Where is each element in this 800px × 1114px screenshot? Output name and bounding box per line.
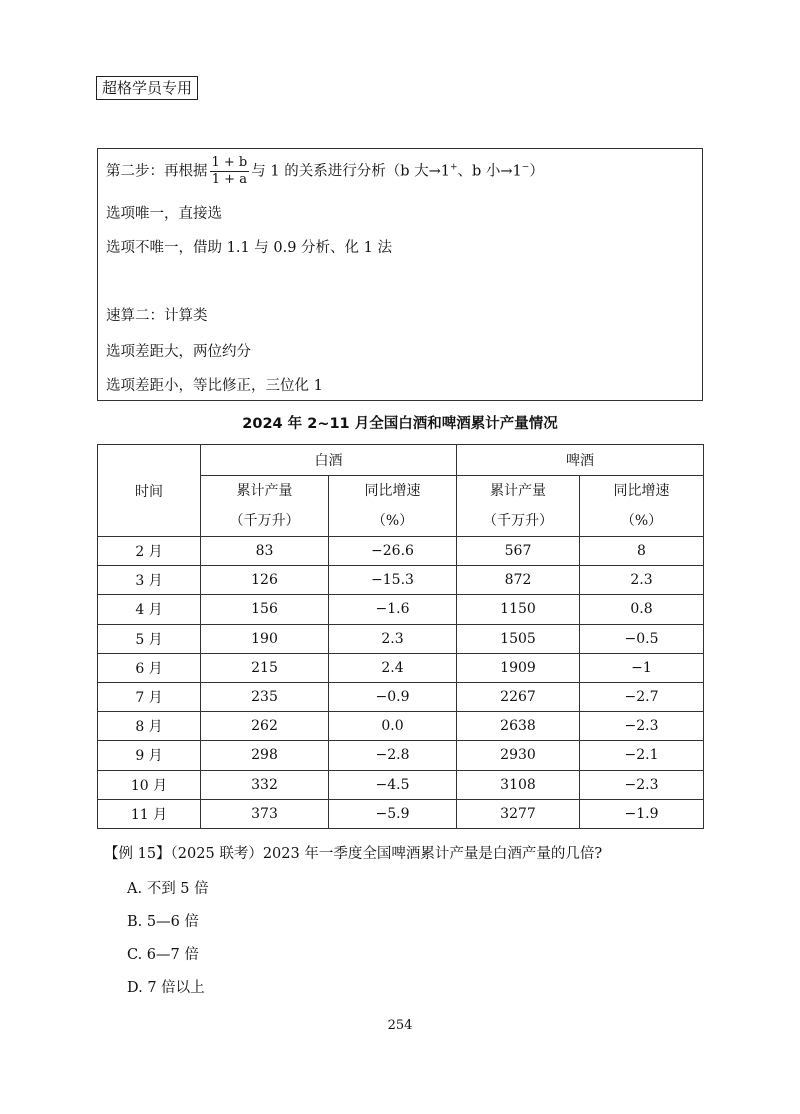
- header-pijiu-output: [457, 476, 580, 537]
- note-line-4: 速算二：计算类: [106, 308, 208, 324]
- cell-baijiu-output: 332: [201, 770, 329, 799]
- table-row: [98, 799, 704, 828]
- table-row: [98, 566, 704, 595]
- output-unit: （千万升）: [229, 513, 300, 529]
- cell-pijiu-output: 2267: [457, 682, 580, 711]
- header-pijiu: 啤酒: [457, 445, 704, 476]
- cell-baijiu-output: 235: [201, 682, 329, 711]
- step2-end: ）: [529, 163, 544, 180]
- cell-month: 7 月: [98, 682, 201, 711]
- table-row: [98, 770, 704, 799]
- note-line-3: 选项不唯一，借助 1.1 与 0.9 分析、化 1 法: [106, 240, 392, 256]
- notes-box: [97, 148, 703, 401]
- table-row: [98, 653, 704, 682]
- cell-baijiu-growth: −2.8: [329, 741, 457, 770]
- cell-pijiu-output: 1505: [457, 624, 580, 653]
- cell-baijiu-output: 156: [201, 595, 329, 624]
- cell-baijiu-growth: −15.3: [329, 566, 457, 595]
- table-row: [98, 537, 704, 566]
- student-badge: 超格学员专用: [96, 76, 198, 100]
- table-row: [98, 624, 704, 653]
- step2-line: [106, 155, 544, 188]
- fraction: [210, 155, 250, 188]
- table-row: [98, 595, 704, 624]
- cell-baijiu-output: 298: [201, 741, 329, 770]
- option-a[interactable]: A. 不到 5 倍: [127, 881, 209, 897]
- cell-pijiu-growth: −1: [580, 653, 704, 682]
- question-stem: 【例 15】（2025 联考）2023 年一季度全国啤酒累计产量是白酒产量的几倍?: [104, 846, 603, 862]
- cell-baijiu-growth: 0.0: [329, 712, 457, 741]
- cell-baijiu-output: 373: [201, 799, 329, 828]
- cell-pijiu-output: 3277: [457, 799, 580, 828]
- cell-month: 9 月: [98, 741, 201, 770]
- note-line-2: 选项唯一，直接选: [106, 206, 222, 222]
- cell-pijiu-growth: 8: [580, 537, 704, 566]
- table-row: [98, 741, 704, 770]
- step2-prefix: 第二步：再根据: [106, 163, 208, 180]
- cell-pijiu-growth: −2.3: [580, 770, 704, 799]
- cell-pijiu-output: 2930: [457, 741, 580, 770]
- note-line-5: 选项差距大，两位约分: [106, 344, 251, 360]
- cell-pijiu-output: 567: [457, 537, 580, 566]
- cell-pijiu-growth: 2.3: [580, 566, 704, 595]
- cell-baijiu-growth: −26.6: [329, 537, 457, 566]
- cell-baijiu-growth: −1.6: [329, 595, 457, 624]
- cell-pijiu-output: 2638: [457, 712, 580, 741]
- cell-pijiu-output: 3108: [457, 770, 580, 799]
- header-time: 时间: [98, 445, 201, 537]
- cell-pijiu-growth: 0.8: [580, 595, 704, 624]
- cell-month: 11 月: [98, 799, 201, 828]
- cell-month: 6 月: [98, 653, 201, 682]
- sup-minus: −: [521, 162, 530, 173]
- option-d[interactable]: D. 7 倍以上: [127, 980, 205, 996]
- step2-middle: 与 1 的关系进行分析（b 大→1: [251, 163, 450, 180]
- growth-unit: （%）: [371, 513, 414, 529]
- cell-baijiu-output: 190: [201, 624, 329, 653]
- cell-baijiu-growth: −5.9: [329, 799, 457, 828]
- growth-label: 同比增速: [613, 483, 670, 499]
- header-baijiu: 白酒: [201, 445, 457, 476]
- option-c[interactable]: C. 6—7 倍: [127, 947, 199, 963]
- cell-baijiu-output: 215: [201, 653, 329, 682]
- note-line-6: 选项差距小，等比修正，三位化 1: [106, 378, 323, 394]
- cell-baijiu-output: 126: [201, 566, 329, 595]
- cell-month: 3 月: [98, 566, 201, 595]
- table-title: 2024 年 2~11 月全国白酒和啤酒累计产量情况: [242, 416, 558, 432]
- header-pijiu-growth: [580, 476, 704, 537]
- cell-pijiu-growth: −1.9: [580, 799, 704, 828]
- cell-month: 8 月: [98, 712, 201, 741]
- step2-sep: 、b 小→1: [457, 163, 522, 180]
- fraction-numerator: 1 + b: [211, 155, 248, 170]
- header-baijiu-output: [201, 476, 329, 537]
- cell-month: 4 月: [98, 595, 201, 624]
- table-row: [98, 682, 704, 711]
- cell-month: 10 月: [98, 770, 201, 799]
- cell-baijiu-growth: 2.3: [329, 624, 457, 653]
- cell-baijiu-output: 262: [201, 712, 329, 741]
- cell-baijiu-growth: −4.5: [329, 770, 457, 799]
- cell-baijiu-growth: −0.9: [329, 682, 457, 711]
- output-label: 累计产量: [236, 483, 293, 499]
- page-number: 254: [387, 1018, 413, 1033]
- output-unit: （千万升）: [483, 513, 553, 529]
- production-table: [97, 444, 704, 829]
- header-baijiu-growth: [329, 476, 457, 537]
- cell-pijiu-growth: −2.3: [580, 712, 704, 741]
- growth-label: 同比增速: [364, 483, 421, 499]
- cell-pijiu-growth: −2.7: [580, 682, 704, 711]
- fraction-denominator: 1 + a: [211, 172, 247, 187]
- cell-baijiu-growth: 2.4: [329, 653, 457, 682]
- cell-month: 2 月: [98, 537, 201, 566]
- option-b[interactable]: B. 5—6 倍: [127, 914, 199, 930]
- cell-month: 5 月: [98, 624, 201, 653]
- table-row: [98, 712, 704, 741]
- growth-unit: （%）: [620, 513, 663, 529]
- cell-pijiu-output: 1150: [457, 595, 580, 624]
- cell-pijiu-growth: −2.1: [580, 741, 704, 770]
- cell-pijiu-output: 1909: [457, 653, 580, 682]
- cell-pijiu-growth: −0.5: [580, 624, 704, 653]
- output-label: 累计产量: [490, 483, 546, 499]
- cell-pijiu-output: 872: [457, 566, 580, 595]
- sup-plus: +: [449, 162, 458, 173]
- cell-baijiu-output: 83: [201, 537, 329, 566]
